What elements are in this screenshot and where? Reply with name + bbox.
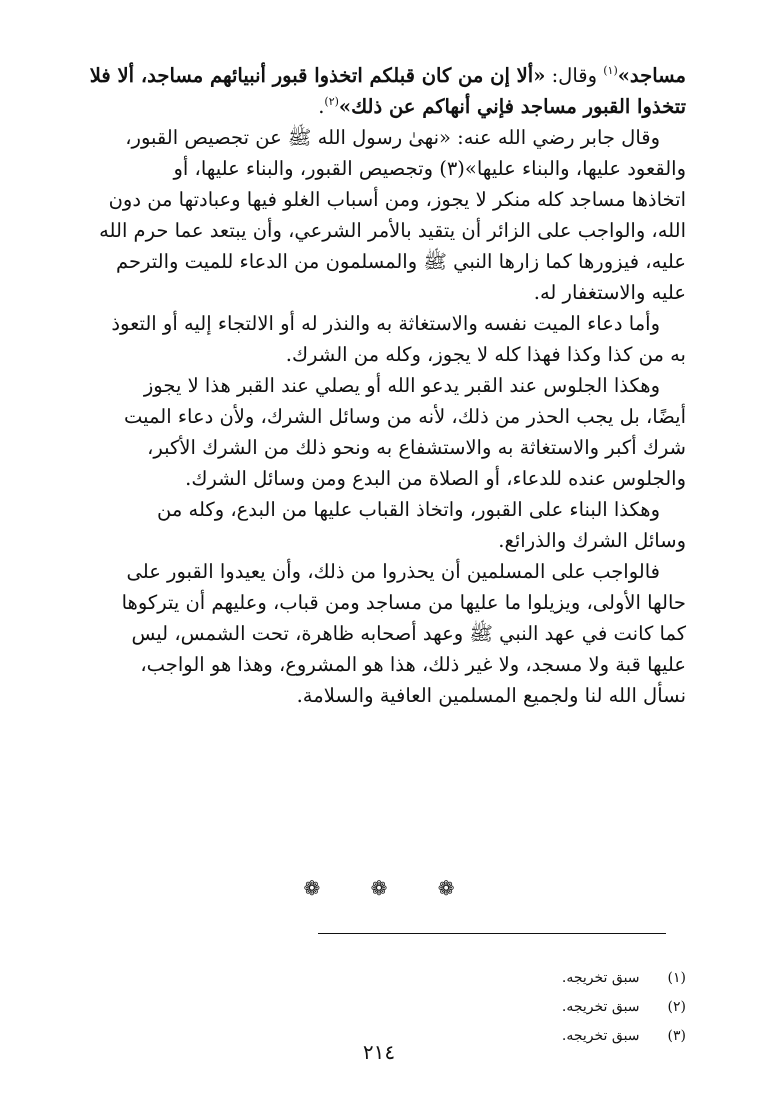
hadith-text: مساجد»	[617, 64, 686, 87]
paragraph-2	[72, 122, 686, 308]
text-line: فالواجب على المسلمين أن يحذروا من ذلك، وأن يعيدوا القبور على	[126, 560, 660, 583]
footnote-divider	[318, 933, 666, 934]
text-line: عليه، فيزورها كما زارها النبي ﷺ والمسلمون من الدعاء للميت والترحم	[116, 250, 686, 273]
text-line: والقعود عليها، والبناء عليها»(٣) وتجصيص القبور، والبناء عليها، أو	[173, 157, 686, 180]
text-line: حالها الأولى، ويزيلوا ما عليها من مساجد ومن قباب، وعليهم أن يتركوها	[121, 591, 686, 614]
text-run: .	[318, 95, 325, 118]
footnote-text: سبق تخريجه.	[561, 970, 640, 986]
text-line	[72, 60, 686, 91]
text-line: عليها قبة ولا مسجد، ولا غير ذلك، هذا هو المشروع، وهذا هو الواجب،	[140, 653, 686, 676]
hadith-text: تتخذوا القبور مساجد فإني أنهاكم عن ذلك»	[338, 95, 686, 118]
paragraph-1	[72, 60, 686, 122]
text-line: اتخاذها مساجد كله منكر لا يجوز، ومن أسباب الغلو فيها وعبادتها من دون	[108, 188, 686, 211]
text-line: والجلوس عنده للدعاء، أو الصلاة من البدع ومن وسائل الشرك.	[185, 467, 686, 490]
paragraph-6	[72, 556, 686, 711]
footnote	[386, 993, 686, 1022]
footnotes	[386, 964, 686, 1051]
text-line: عليه والاستغفار له.	[533, 281, 686, 304]
text-run: وقال:	[545, 64, 604, 87]
text-line: أيضًا، بل يجب الحذر من ذلك، لأنه من وسائل الشرك، ولأن دعاء الميت	[124, 405, 686, 428]
section-separator: ❁ ❁ ❁	[303, 876, 455, 900]
text-line: وقال جابر رضي الله عنه: «نهىٰ رسول الله ﷺ عن تجصيص القبور،	[125, 126, 660, 149]
text-line: كما كانت في عهد النبي ﷺ وعهد أصحابه ظاهرة، تحت الشمس، ليس	[131, 622, 686, 645]
hadith-text: «ألا إن من كان قبلكم اتخذوا قبور أنبيائهم مساجد، ألا فلا	[89, 64, 546, 87]
text-line: وسائل الشرك والذرائع.	[498, 529, 686, 552]
footnote-ref: (١)	[603, 64, 618, 77]
paragraph-3	[72, 308, 686, 370]
text-line: نسأل الله لنا ولجميع المسلمين العافية والسلامة.	[296, 684, 686, 707]
footnote-number: (٣)	[667, 1028, 686, 1044]
paragraph-4	[72, 370, 686, 494]
footnote-text: سبق تخريجه.	[561, 1028, 640, 1044]
footnote	[386, 964, 686, 993]
text-line: وهكذا الجلوس عند القبر يدعو الله أو يصلي عند القبر هذا لا يجوز	[143, 374, 660, 397]
main-text	[72, 60, 686, 711]
footnote-number: (١)	[667, 970, 686, 986]
text-line: شرك أكبر والاستغاثة به والاستشفاع به ونحو ذلك من الشرك الأكبر،	[147, 436, 686, 459]
footnote-text: سبق تخريجه.	[561, 999, 640, 1015]
text-line: به من كذا وكذا فهذا كله لا يجوز، وكله من الشرك.	[285, 343, 686, 366]
footnote-number: (٢)	[667, 999, 686, 1015]
page-number: ٢١٤	[362, 1040, 396, 1064]
paragraph-5	[72, 494, 686, 556]
text-line: وهكذا البناء على القبور، واتخاذ القباب عليها من البدع، وكله من	[157, 498, 660, 521]
text-line	[72, 91, 686, 122]
footnote-ref: (٢)	[324, 95, 339, 108]
text-line: وأما دعاء الميت نفسه والاستغاثة به والنذر له أو الالتجاء إليه أو التعوذ	[111, 312, 660, 335]
text-line: الله، والواجب على الزائر أن يتقيد بالأمر الشرعي، وأن يبتعد عما حرم الله	[99, 219, 686, 242]
